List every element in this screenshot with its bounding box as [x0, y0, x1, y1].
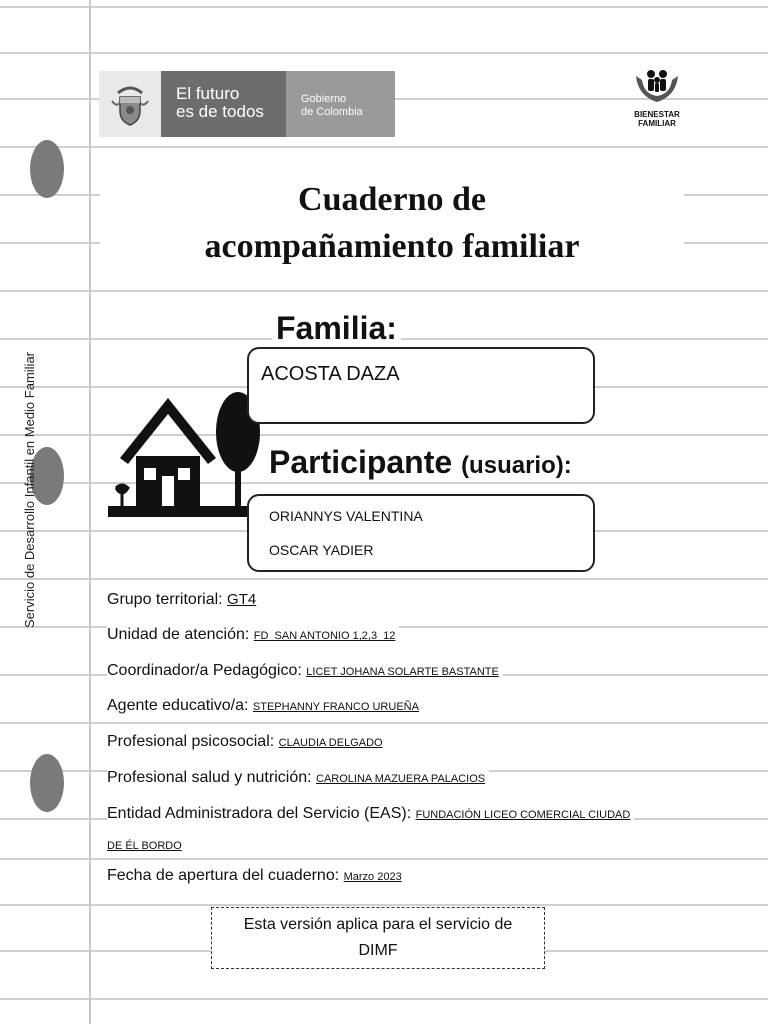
psicosocial-value: CLAUDIA DELGADO [278, 737, 383, 749]
ruled-line [0, 578, 768, 580]
logo-government [286, 71, 395, 137]
participante-name: ORIANNYS VALENTINA [269, 508, 423, 524]
eas-value-continued: DE ÉL BORDO [107, 840, 182, 852]
participante-label [265, 444, 576, 481]
agente-educativo-row [107, 697, 423, 715]
margin-line [89, 0, 91, 1024]
coordinador-label: Coordinador/a Pedagógico: [107, 662, 302, 679]
coat-of-arms-icon [99, 71, 161, 137]
binder-hole [30, 140, 64, 198]
ruled-line [0, 998, 768, 1000]
family-hands-icon [632, 66, 682, 106]
familia-value: ACOSTA DAZA [261, 363, 400, 385]
title-line1: Cuaderno de [298, 181, 486, 218]
ruled-line [0, 290, 768, 292]
psicosocial-row [107, 733, 387, 751]
coordinador-row [107, 662, 503, 680]
eas-value: FUNDACIÓN LICEO COMERCIAL CIUDAD [415, 809, 631, 821]
coordinador-value: LICET JOHANA SOLARTE BASTANTE [306, 666, 499, 678]
familia-box [247, 347, 595, 424]
fecha-apertura-row [107, 867, 406, 885]
eas-row [107, 805, 634, 823]
familia-label: Familia: [272, 310, 401, 347]
grupo-territorial-label: Grupo territorial: [107, 591, 223, 608]
bienestar-familiar-logo [628, 66, 686, 130]
page-title [100, 176, 684, 270]
house-icon [106, 390, 266, 520]
logo-gov-line2: de Colombia [301, 106, 363, 118]
ruled-line [0, 6, 768, 8]
bf-line2: FAMILIAR [638, 119, 676, 128]
notice-line1: Esta versión aplica para el servicio de [243, 916, 513, 933]
logo-slogan-line2: es de todos [176, 102, 264, 121]
side-service-text: Servicio de Desarrollo Infantil en Medio Familiar [22, 351, 37, 628]
participante-label-suffix: (usuario): [461, 452, 572, 479]
agente-educativo-value: STEPHANNY FRANCO URUEÑA [252, 701, 419, 713]
ruled-line [0, 904, 768, 906]
eas-label: Entidad Administradora del Servicio (EAS): [107, 805, 412, 822]
salud-nutricion-row [107, 769, 489, 787]
title-line2: acompañamiento familiar [204, 228, 580, 265]
gobierno-colombia-logo [99, 71, 395, 137]
salud-nutricion-value: CAROLINA MAZUERA PALACIOS [316, 773, 486, 785]
logo-gov-line1: Gobierno [301, 93, 347, 105]
logo-slogan [161, 71, 286, 137]
grupo-territorial-value: GT4 [227, 591, 257, 608]
notice-line2: DIMF [358, 942, 398, 959]
version-notice [211, 907, 545, 969]
agente-educativo-label: Agente educativo/a: [107, 697, 249, 714]
grupo-territorial-row [107, 591, 260, 609]
fecha-apertura-value: Marzo 2023 [343, 871, 402, 883]
unidad-atencion-label: Unidad de atención: [107, 626, 250, 643]
logo-slogan-line1: El futuro [176, 84, 240, 103]
binder-hole [30, 754, 64, 812]
bf-line1: BIENESTAR [634, 110, 680, 119]
participante-label-main: Participante [269, 444, 453, 480]
eas-row-continued [107, 836, 186, 854]
participante-box [247, 494, 595, 572]
psicosocial-label: Profesional psicosocial: [107, 733, 275, 750]
ruled-line [0, 146, 768, 148]
fecha-apertura-label: Fecha de apertura del cuaderno: [107, 867, 340, 884]
unidad-atencion-row [107, 626, 399, 644]
ruled-line [0, 722, 768, 724]
salud-nutricion-label: Profesional salud y nutrición: [107, 769, 312, 786]
ruled-line [0, 858, 768, 860]
participante-name: OSCAR YADIER [269, 542, 374, 558]
unidad-atencion-value: FD SAN ANTONIO 1,2,3 12 [253, 630, 396, 642]
ruled-line [0, 52, 768, 54]
